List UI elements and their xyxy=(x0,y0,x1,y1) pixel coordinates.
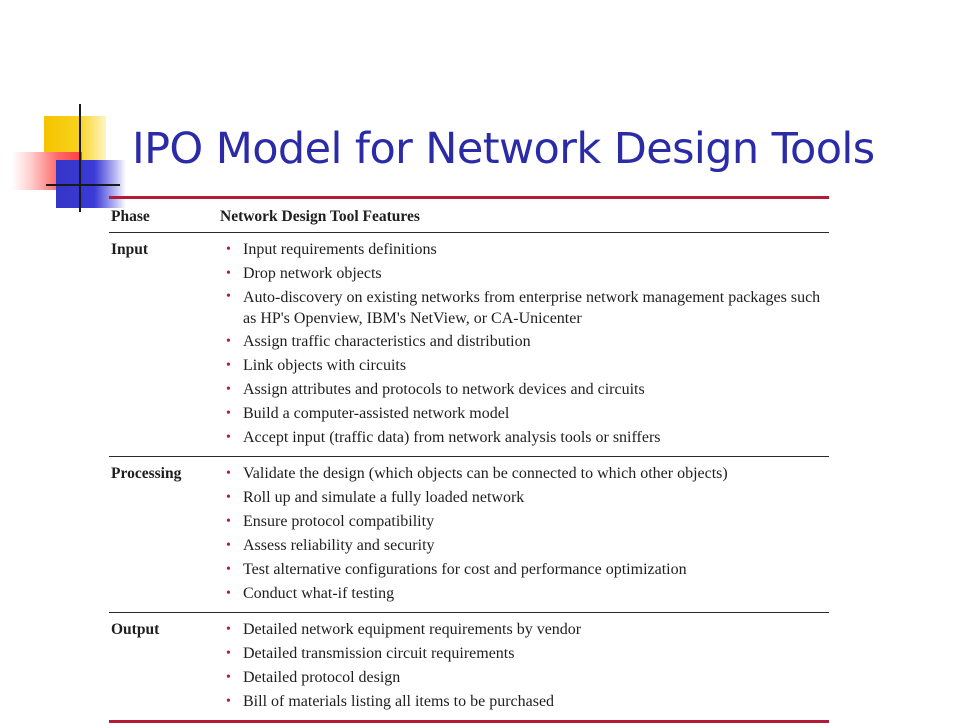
list-item: • Detailed protocol design xyxy=(243,666,829,690)
bullet-icon: • xyxy=(226,538,231,553)
list-item: • Auto-discovery on existing networks from enterprise network management packages such as HP's Openview, IBM's NetView, or CA-Unicenter xyxy=(243,286,833,330)
bullet-icon: • xyxy=(226,266,231,281)
list-item: • Ensure protocol compatibility xyxy=(243,510,829,534)
bullet-icon: • xyxy=(226,334,231,349)
list-item: • Link objects with circuits xyxy=(243,354,829,378)
phase-label-output: Output xyxy=(111,621,160,638)
feature-list-processing xyxy=(109,462,829,606)
bullet-icon: • xyxy=(226,586,231,601)
list-item: • Assess reliability and security xyxy=(243,534,829,558)
bullet-icon: • xyxy=(226,242,231,257)
list-item: • Bill of materials listing all items to be purchased xyxy=(243,690,829,714)
bullet-icon: • xyxy=(226,406,231,421)
decorative-horizontal-line xyxy=(46,184,120,186)
bullet-icon: • xyxy=(226,562,231,577)
bullet-icon: • xyxy=(226,430,231,445)
feature-list-input xyxy=(109,238,829,450)
bullet-icon: • xyxy=(226,358,231,373)
list-item: • Accept input (traffic data) from network analysis tools or sniffers xyxy=(243,426,829,450)
list-item: • Build a computer-assisted network model xyxy=(243,402,829,426)
list-item: • Input requirements definitions xyxy=(243,238,829,262)
section-output xyxy=(109,613,829,720)
list-item: • Drop network objects xyxy=(243,262,829,286)
section-processing xyxy=(109,457,829,612)
bullet-icon: • xyxy=(226,670,231,685)
list-item: • Detailed transmission circuit requirements xyxy=(243,642,829,666)
slide-title: IPO Model for Network Design Tools xyxy=(132,124,875,174)
bullet-icon: • xyxy=(226,514,231,529)
bullet-icon: • xyxy=(226,646,231,661)
phase-label-input: Input xyxy=(111,241,149,258)
list-item: • Assign traffic characteristics and distribution xyxy=(243,330,829,354)
features-table xyxy=(109,196,829,723)
list-item: • Test alternative configurations for cost and performance optimization xyxy=(243,558,829,582)
list-item: • Assign attributes and protocols to network devices and circuits xyxy=(243,378,829,402)
list-item: • Roll up and simulate a fully loaded network xyxy=(243,486,829,510)
list-item: • Validate the design (which objects can be connected to which other objects) xyxy=(243,462,829,486)
bullet-icon: • xyxy=(226,694,231,709)
bullet-icon: • xyxy=(226,490,231,505)
bullet-icon: • xyxy=(226,466,231,481)
list-item: • Detailed network equipment requirements by vendor xyxy=(243,618,829,642)
section-input xyxy=(109,233,829,456)
decorative-vertical-line xyxy=(79,104,81,212)
bullet-icon: • xyxy=(226,382,231,397)
feature-list-output xyxy=(109,618,829,714)
header-phase: Phase xyxy=(111,208,150,225)
bullet-icon: • xyxy=(226,289,231,304)
phase-label-processing: Processing xyxy=(111,465,182,482)
list-item: • Conduct what-if testing xyxy=(243,582,829,606)
bullet-icon: • xyxy=(226,622,231,637)
table-header-row xyxy=(109,199,829,232)
header-features: Network Design Tool Features xyxy=(220,208,420,225)
